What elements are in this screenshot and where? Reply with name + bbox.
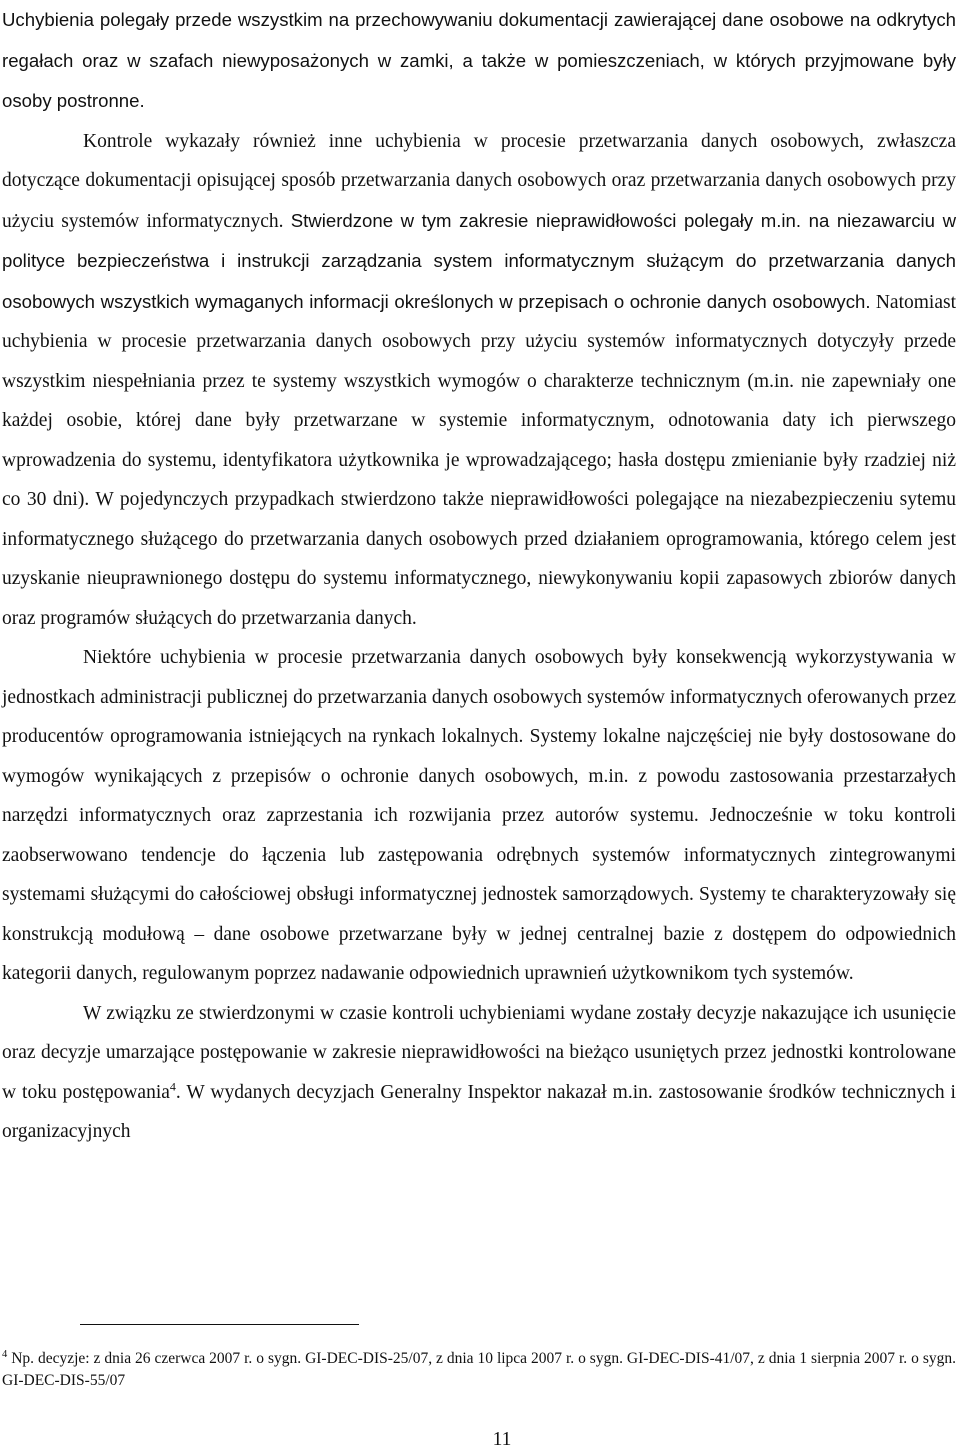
paragraph-1 xyxy=(2,0,956,122)
paragraph-4-text-b: . W wydanych decyzjach Generalny Inspektor nakazał m.in. zastosowanie środków technicznych i organizacyjnych xyxy=(2,1081,956,1142)
footnote-reference[interactable]: 4 xyxy=(169,1079,176,1093)
paragraph-4 xyxy=(2,994,956,1152)
footnote-separator xyxy=(80,1324,359,1325)
paragraph-3-text: Niektóre uchybienia w procesie przetwarzania danych osobowych były konsekwencją wykorzystywania w jednostkach administracji publicznej do przetwarzania danych osobowych systemów informatycznych oferowanych przez producentów oprogramowania istniejących na rynkach lokalnych. Systemy lokalne najczęściej nie były dostosowane do wymogów wynikających z przepisów o ochronie danych osobowych, m.in. z powodu zastosowania przestarzałych narzędzi informatycznych oraz zaprzestania ich rozwijania przez autorów systemu. Jednocześnie w toku kontroli zaobserwowano tendencje do łączenia lub zastępowania odrębnych systemów informatycznych zintegrowanymi systemami służącymi do całościowej obsługi informatycznej jednostek samorządowych. Systemy te charakteryzowały się konstrukcją modułową – dane osobowe przetwarzane były w jednej centralnej bazie z dostępem do odpowiednich kategorii danych, regulowanym poprzez nadawanie odpowiednich uprawnień użytkownikom tych systemów. xyxy=(2,647,956,984)
footnote-marker: 4 xyxy=(2,1348,8,1360)
paragraph-2-text-b: Natomiast uchybienia w procesie przetwarzania danych osobowych przy użyciu systemów informatycznych dotyczyły przede wszystkim niespełniania przez te systemy wszystkich wymogów o charakterze technicznym (m.in. nie zapewniały one każdej osobie, której dane były przetwarzane w systemie informatycznym, odnotowania daty ich pierwszego wprowadzenia do systemu, identyfikatora użytkownika je wprowadzającego; hasła dostępu zmienianie były rzadziej niż co 30 dni). W pojedynczych przypadkach stwierdzono także nieprawidłowości polegające na niezabezpieczeniu sytemu informatycznego służącego do przetwarzania danych osobowych przed działaniem oprogramowania, którego celem jest uzyskanie nieuprawnionego dostępu do systemu informatycznego, niewykonywaniu kopii zapasowych zbiorów danych oraz programów służących do przetwarzania danych. xyxy=(2,291,956,629)
paragraph-1-text: Uchybienia polegały przede wszystkim na przechowywaniu dokumentacji zawierającej dane osobowe na odkrytych regałach oraz w szafach niewyposażonych w zamki, a także w pomieszczeniach, w których przyjmowane były osoby postronne. xyxy=(2,9,956,111)
body-text xyxy=(2,0,956,1152)
footnote xyxy=(2,1348,956,1392)
paragraph-2 xyxy=(2,122,956,639)
paragraph-4-text-a: W związku ze stwierdzonymi w czasie kontroli uchybieniami wydane zostały decyzje nakazujące ich usunięcie oraz decyzje umarzające postępowanie w zakresie nieprawidłowości na bieżąco usuniętych przez jednostki kontrolowane w toku postępowania xyxy=(2,1002,956,1103)
page-number: 11 xyxy=(492,1429,512,1450)
footnote-text: Np. decyzje: z dnia 26 czerwca 2007 r. o sygn. GI-DEC-DIS-25/07, z dnia 10 lipca 2007 r. o sygn. GI-DEC-DIS-41/07, z dnia 1 sierpnia 2007 r. o sygn. GI-DEC-DIS-55/07 xyxy=(2,1350,956,1389)
paragraph-2-text-a: Kontrole wykazały również inne uchybienia w procesie przetwarzania danych osobowych, zwłaszcza dotyczące dokumentacji opisującej sposób przetwarzania danych osobowych oraz przetwarzania danych osobowych przy użyciu systemów informatycznych. xyxy=(2,130,956,232)
paragraph-3 xyxy=(2,638,956,994)
paragraph-2-text-sans: Stwierdzone w tym zakresie nieprawidłowości polegały m.in. na niezawarciu w polityce bezpieczeństwa i instrukcji zarządzania system informatycznym służącym do przetwarzania danych osobowych wszystkich wymaganych informacji określonych w przepisach o ochronie danych osobowych. xyxy=(2,209,956,312)
